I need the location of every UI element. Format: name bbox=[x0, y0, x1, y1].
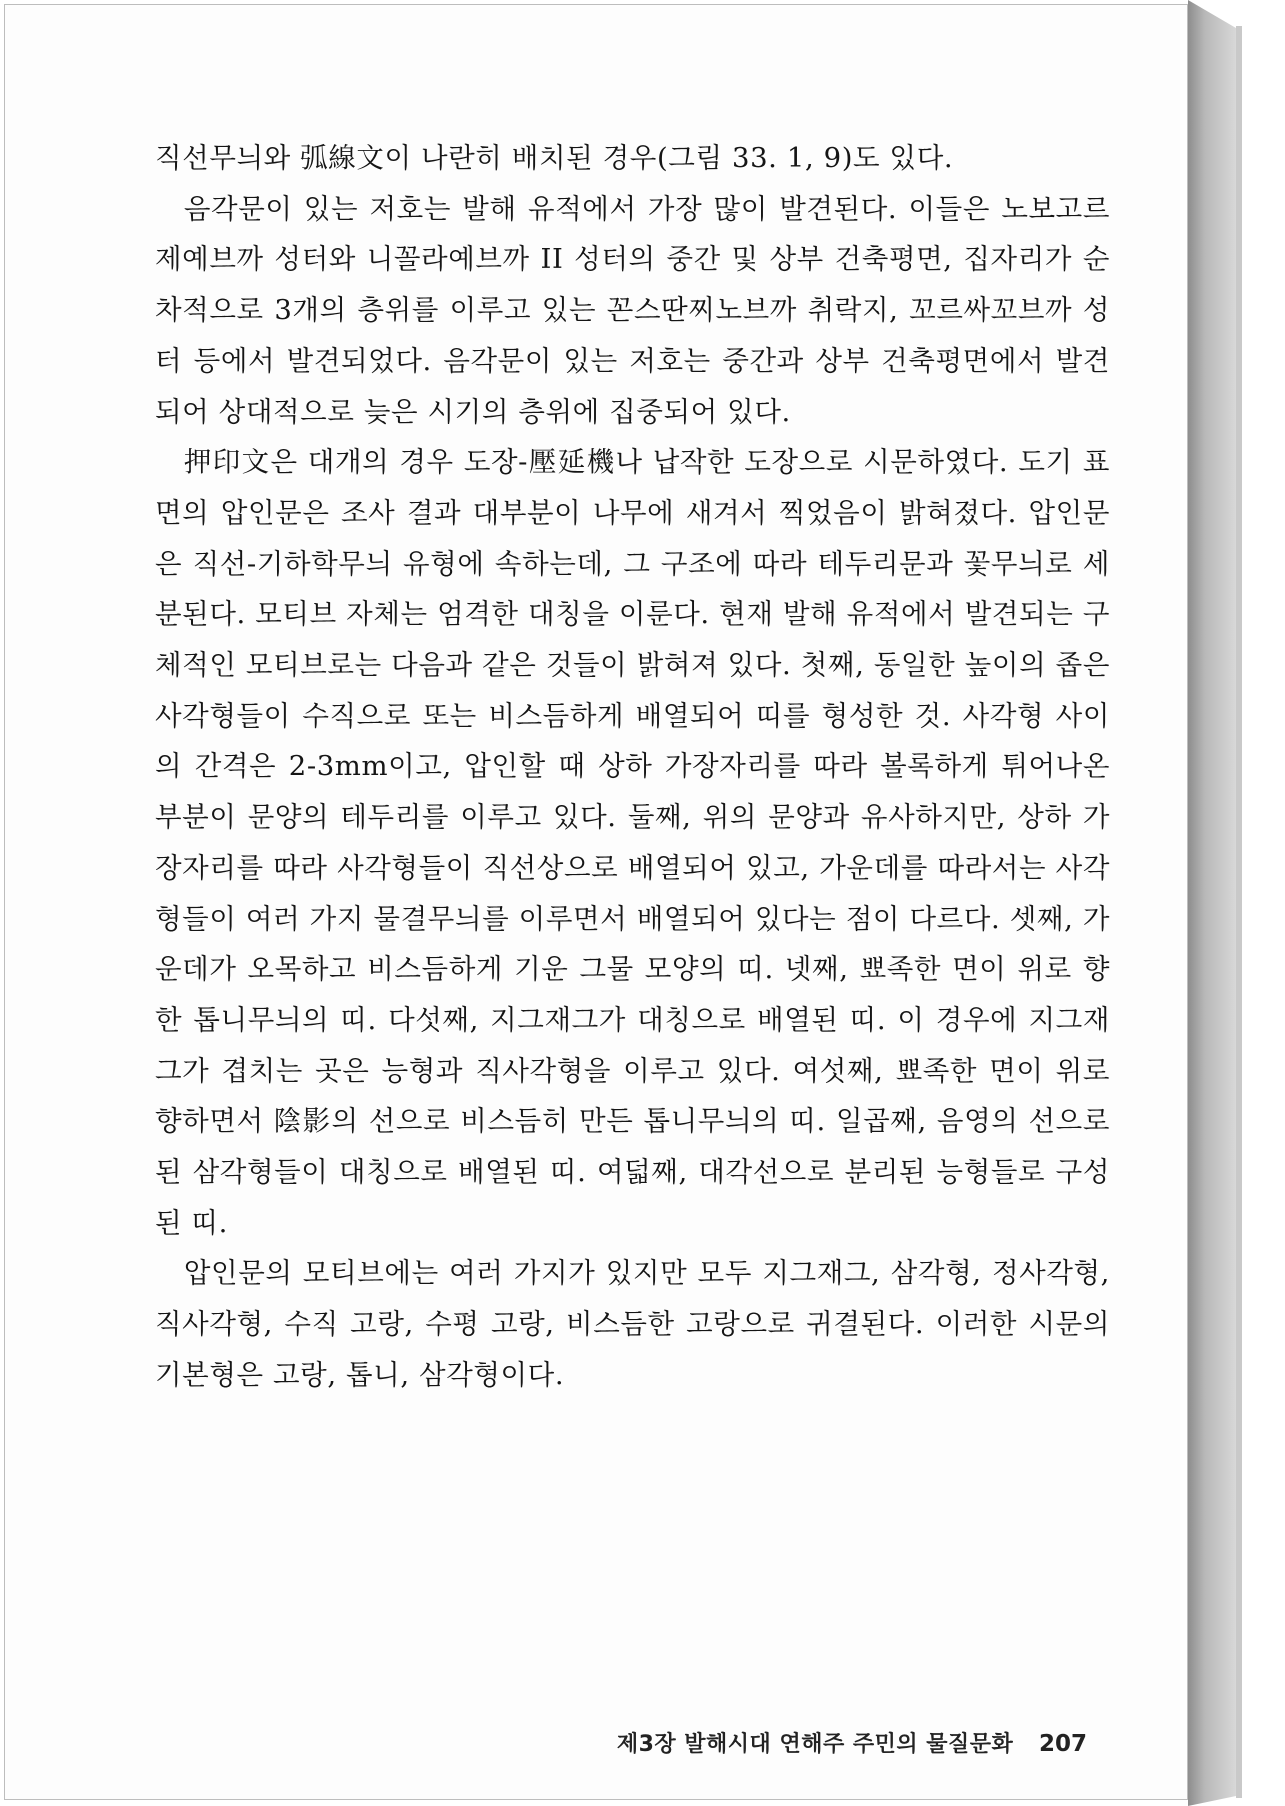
paragraph-continuation: 직선무늬와 弧線文이 나란히 배치된 경우(그림 33. 1, 9)도 있다. bbox=[155, 142, 954, 174]
body-text bbox=[155, 133, 1110, 1401]
paragraph-incised-pattern: 음각문이 있는 저호는 발해 유적에서 가장 많이 발견된다. 이들은 노보고르제예브까 성터와 니꼴라예브까 II 성터의 중간 및 상부 건축평면, 집자리가 순차적으로 3개의 층위를 이루고 있는 꼰스딴찌노브까 취락지, 꼬르싸꼬브까 성터 등에서 발견되었다. 음각문이 있는 저호는 중간과 상부 건축평면에서 발견되어 상대적으로 늦은 시기의 층위에 집중되어 있다. bbox=[155, 192, 1110, 428]
page-stack-edge bbox=[1188, 0, 1236, 1806]
page-number: 207 bbox=[1038, 1731, 1087, 1757]
book-page bbox=[4, 4, 1188, 1800]
page-edge-shadow bbox=[1236, 26, 1242, 1798]
paragraph-stamped-pattern: 押印文은 대개의 경우 도장-壓延機나 납작한 도장으로 시문하였다. 도기 표면의 압인문은 조사 결과 대부분이 나무에 새겨서 찍었음이 밝혀졌다. 압인문은 직선-기하학무늬 유형에 속하는데, 그 구조에 따라 테두리문과 꽃무늬로 세분된다. 모티브 자체는 엄격한 대칭을 이룬다. 현재 발해 유적에서 발견되는 구체적인 모티브로는 다음과 같은 것들이 밝혀져 있다. 첫째, 동일한 높이의 좁은 사각형들이 수직으로 또는 비스듬하게 배열되어 띠를 형성한 것. 사각형 사이의 간격은 2-3mm이고, 압인할 때 상하 가장자리를 따라 볼록하게 튀어나온 부분이 문양의 테두리를 이루고 있다. 둘째, 위의 문양과 유사하지만, 상하 가장자리를 따라 사각형들이 직선상으로 배열되어 있고, 가운데를 따라서는 사각형들이 여러 가지 물결무늬를 이루면서 배열되어 있다는 점이 다르다. 셋째, 가운데가 오목하고 비스듬하게 기운 그물 모양의 띠. 넷째, 뾰족한 면이 위로 향한 톱니무늬의 띠. 다섯째, 지그재그가 대칭으로 배열된 띠. 이 경우에 지그재그가 겹치는 곳은 능형과 직사각형을 이루고 있다. 여섯째, 뾰족한 면이 위로 향하면서 陰影의 선으로 비스듬히 만든 톱니무늬의 띠. 일곱째, 음영의 선으로 된 삼각형들이 대칭으로 배열된 띠. 여덟째, 대각선으로 분리된 능형들로 구성된 띠. bbox=[155, 446, 1110, 1239]
footer-chapter-title: 제3장 발해시대 연해주 주민의 물질문화 bbox=[616, 1732, 1014, 1757]
page-footer bbox=[617, 1727, 1087, 1758]
paragraph-motif-summary: 압인문의 모티브에는 여러 가지가 있지만 모두 지그재그, 삼각형, 정사각형, 직사각형, 수직 고랑, 수평 고랑, 비스듬한 고랑으로 귀결된다. 이러한 시문의 기본형은 고랑, 톱니, 삼각형이다. bbox=[155, 1257, 1110, 1391]
